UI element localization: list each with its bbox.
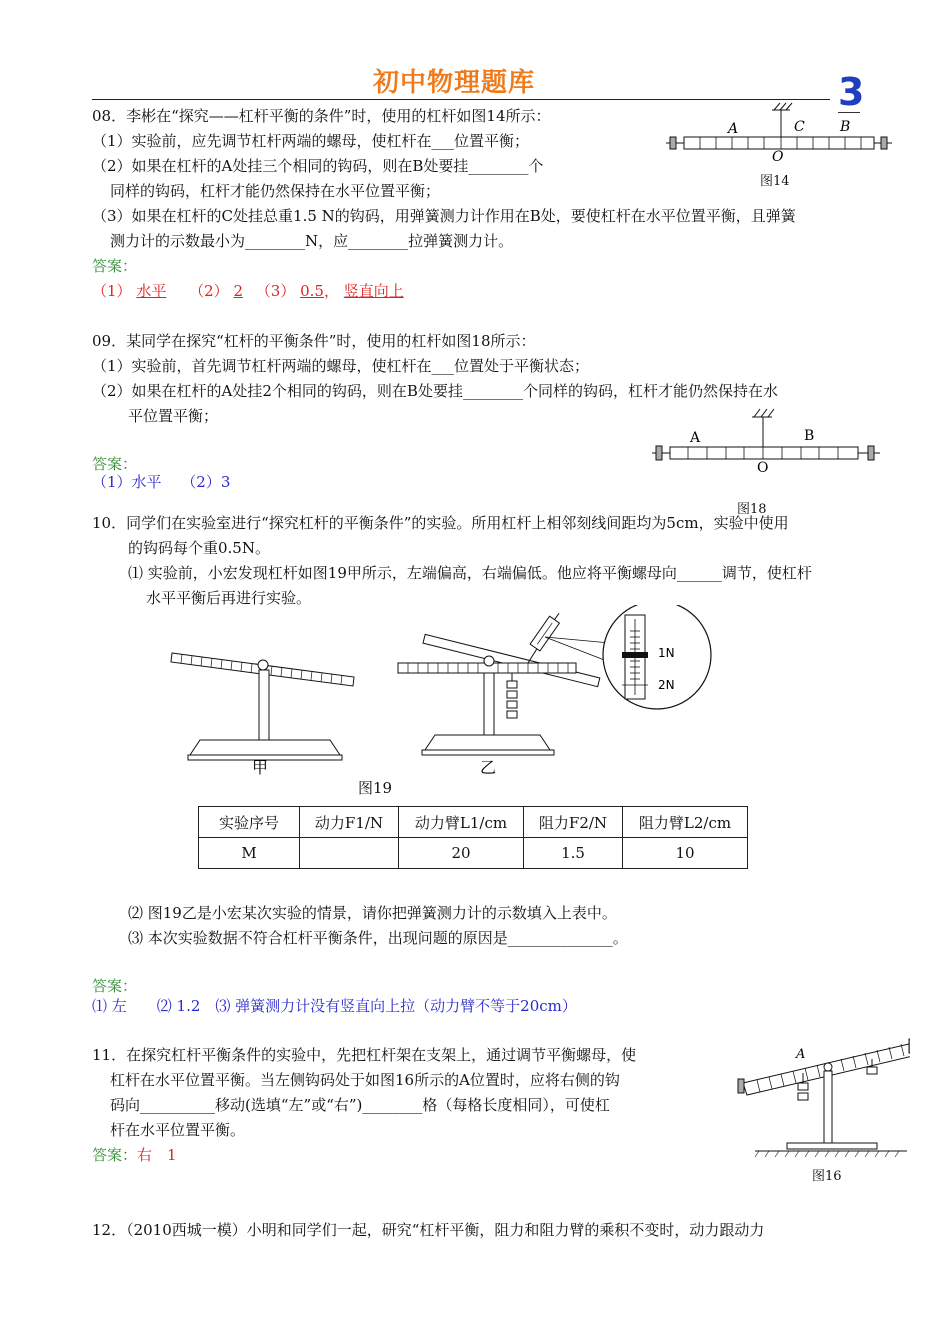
q09-part2b: 平位置平衡； bbox=[128, 407, 219, 425]
table-header: 阻力臂L2/cm bbox=[623, 807, 748, 838]
q11-answer-value: 右 1 bbox=[137, 1146, 177, 1164]
q10-part3: ⑶ 本次实验数据不符合杠杆平衡条件，出现问题的原因是______________。 bbox=[128, 929, 628, 947]
q11-line1: 11．在探究杠杆平衡条件的实验中，先把杠杆架在支架上，通过调节平衡螺母，使 bbox=[92, 1046, 637, 1064]
q10-part2: ⑵ 图19乙是小宏某次实验的情景，请你把弹簧测力计的示数填入上表中。 bbox=[128, 904, 617, 922]
fig18-label-b: B bbox=[804, 428, 815, 444]
header-title: 初中物理题库 bbox=[373, 68, 536, 98]
scale-1n-label: 1N bbox=[658, 646, 675, 660]
q08-answer bbox=[92, 281, 404, 301]
q08-part3b: 测力计的示数最小为________N，应________拉弹簧测力计。 bbox=[110, 232, 514, 250]
q08-answer-2: 2 bbox=[233, 282, 243, 300]
q08-part1: （1）实验前，应先调节杠杆两端的螺母，使杠杆在___位置平衡； bbox=[92, 132, 530, 150]
table-cell: M bbox=[199, 838, 300, 869]
q08-part2a: （2）如果在杠杆的A处挂三个相同的钩码，则在B处要挂________个 bbox=[92, 157, 544, 175]
q09-stem: 09．某同学在探究“杠杆的平衡条件”时，使用的杠杆如图18所示： bbox=[92, 332, 536, 350]
figure-16-caption: 图16 bbox=[812, 1169, 842, 1184]
figure-19 bbox=[160, 605, 880, 780]
q08-stem: 08．李彬在“探究——杠杆平衡的条件”时，使用的杠杆如图14所示： bbox=[92, 107, 551, 125]
q10-answer: ⑴ 左 ⑵ 1.2 ⑶ 弹簧测力计没有竖直向上拉（动力臂不等于20cm） bbox=[92, 997, 577, 1015]
table-header: 动力F1/N bbox=[300, 807, 399, 838]
q09-part2a: （2）如果在杠杆的A处挂2个相同的钩码，则在B处要挂________个同样的钩码，杠杆才能仍然保持在水 bbox=[92, 382, 778, 400]
q08-answer-3-separator: ， bbox=[323, 282, 339, 300]
fig16-label-a: A bbox=[796, 1047, 806, 1062]
q08-answer-label: 答案： bbox=[92, 257, 138, 275]
q09-part1: （1）实验前，首先调节杠杆两端的螺母，使杠杆在___位置处于平衡状态； bbox=[92, 357, 590, 375]
figure-16-lever bbox=[735, 1035, 910, 1165]
scale-2n-label: 2N bbox=[658, 678, 675, 692]
q11-answer-label: 答案： bbox=[92, 1146, 138, 1164]
q08-answer-3-label: （3） bbox=[255, 282, 296, 300]
fig19-label-yi: 乙 bbox=[480, 758, 497, 777]
fig14-label-b: B bbox=[840, 119, 851, 135]
fig18-label-o: O bbox=[757, 460, 769, 476]
figure-14-caption: 图14 bbox=[760, 174, 790, 189]
q11-line2: 杠杆在水平位置平衡。当左侧钩码处于如图16所示的A位置时，应将右侧的钩 bbox=[110, 1071, 620, 1089]
q11-line3: 码向__________移动(选填“左”或“右”)________格（每格长度相同），可使杠 bbox=[110, 1096, 610, 1114]
q08-part3a: （3）如果在杠杆的C处挂总重1.5 N的钩码，用弹簧测力计作用在B处，要使杠杆在水平位置平衡，且弹簧 bbox=[92, 207, 796, 225]
fig14-label-a: A bbox=[728, 121, 739, 137]
q10-part1b: 水平平衡后再进行实验。 bbox=[146, 589, 312, 607]
q08-answer-3a: 0.5 bbox=[300, 282, 324, 300]
q08-answer-1-label: （1） bbox=[92, 282, 132, 300]
fig18-label-a: A bbox=[690, 430, 701, 446]
q10-stem-a: 10．同学们在实验室进行“探究杠杆的平衡条件”的实验。所用杠杆上相邻刻线间距均为5cm，实验中使用 bbox=[92, 514, 789, 532]
q08-answer-1: 水平 bbox=[136, 282, 167, 300]
q10-answer-label: 答案： bbox=[92, 977, 138, 995]
q12-line1: 12．（2010西城一模）小明和同学们一起，研究“杠杆平衡，阻力和阻力臂的乘积不变时，动力跟动力 bbox=[92, 1221, 765, 1239]
table-header: 实验序号 bbox=[199, 807, 300, 838]
q10-part1a: ⑴ 实验前，小宏发现杠杆如图19甲所示，左端偏高，右端偏低。他应将平衡螺母向______调节，使杠杆 bbox=[128, 564, 812, 582]
table-header-row bbox=[199, 807, 748, 838]
q10-stem-b: 的钩码每个重0.5N。 bbox=[128, 539, 270, 557]
q11-answer bbox=[92, 1145, 177, 1165]
q08-part2b: 同样的钩码，杠杆才能仍然保持在水平位置平衡； bbox=[110, 182, 441, 200]
q09-answer: （1）水平 （2）3 bbox=[92, 473, 231, 491]
fig19-label-jia: 甲 bbox=[252, 758, 269, 777]
figure-18-caption: 图18 bbox=[737, 502, 767, 517]
table-cell: 10 bbox=[623, 838, 748, 869]
page-number: 3 bbox=[838, 70, 865, 114]
table-header: 动力臂L1/cm bbox=[399, 807, 524, 838]
fig14-label-c: C bbox=[794, 119, 805, 135]
q11-line4: 杆在水平位置平衡。 bbox=[110, 1121, 246, 1139]
table-cell: 1.5 bbox=[524, 838, 623, 869]
q10-data-table bbox=[198, 806, 748, 869]
fig19-right-apparatus bbox=[398, 605, 711, 755]
q08-answer-3b: 竖直向上 bbox=[343, 282, 404, 300]
figure-18-lever bbox=[648, 405, 888, 485]
q08-answer-2-label: （2） bbox=[189, 282, 229, 300]
table-cell bbox=[300, 838, 399, 869]
table-row bbox=[199, 838, 748, 869]
q09-answer-label: 答案： bbox=[92, 455, 138, 473]
table-cell: 20 bbox=[399, 838, 524, 869]
fig14-label-o: O bbox=[772, 149, 784, 165]
figure-19-caption: 图19 bbox=[358, 779, 393, 797]
table-header: 阻力F2/N bbox=[524, 807, 623, 838]
